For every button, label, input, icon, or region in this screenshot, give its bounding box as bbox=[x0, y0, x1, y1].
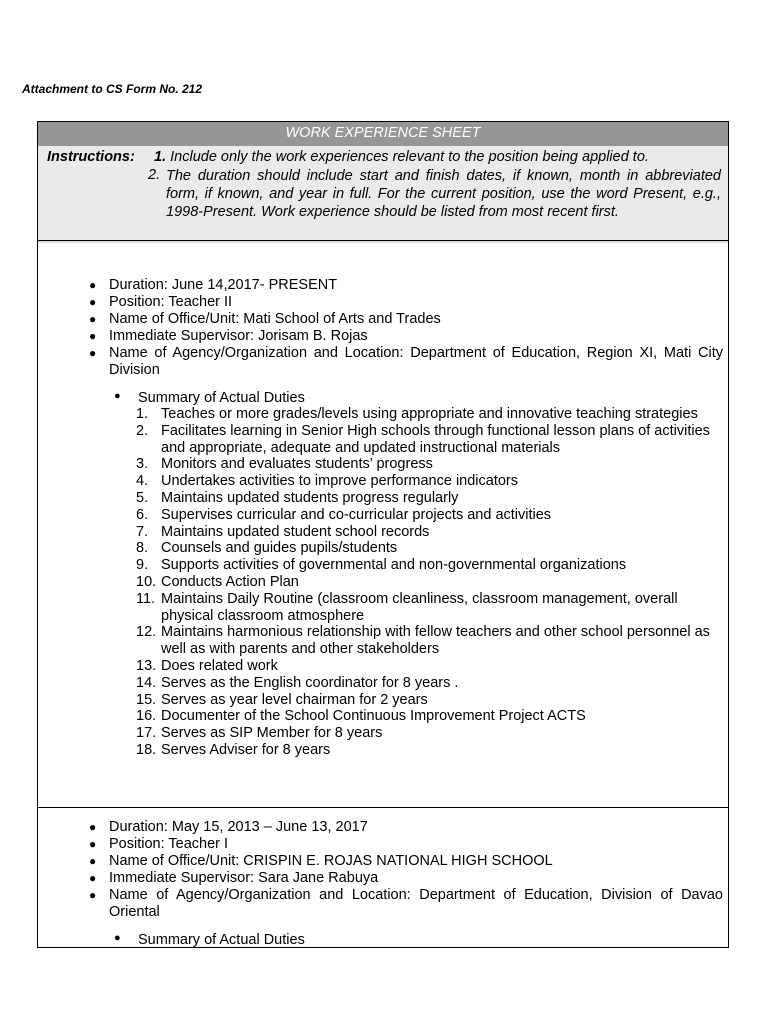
duty-item: 1. Teaches or more grades/levels using appropriate and innovative teaching strategies bbox=[136, 406, 698, 422]
entry-2-summary-label: Summary of Actual Duties bbox=[138, 932, 305, 948]
duty-item: 8. Counsels and guides pupils/students bbox=[136, 540, 398, 557]
instruction-1-text: Include only the work experiences relevant to the position being applied to. bbox=[170, 149, 649, 165]
instruction-2-number: 2. bbox=[148, 167, 161, 183]
instruction-1-number: 1. bbox=[154, 149, 167, 165]
duty-item: 3. Monitors and evaluates students’ progress bbox=[136, 456, 433, 473]
entry-divider bbox=[38, 807, 728, 808]
duty-item: 18. Serves Adviser for 8 years bbox=[136, 741, 331, 758]
instructions-box bbox=[38, 146, 728, 241]
duty-item: 6. Supervises curricular and co-curricular projects and activities bbox=[136, 506, 552, 523]
instruction-1 bbox=[154, 149, 649, 165]
duty-item: 15. Serves as year level chairman for 2 years bbox=[136, 691, 428, 708]
entry-1-supervisor: Immediate Supervisor: Jorisam B. Rojas bbox=[109, 328, 368, 344]
entry-2-duration: Duration: May 15, 2013 – June 13, 2017 bbox=[109, 819, 368, 835]
duty-item: 16. Documenter of the School Continuous Improvement Project ACTS bbox=[136, 708, 586, 725]
entry-1-summary-label: Summary of Actual Duties bbox=[138, 390, 305, 406]
duty-item: 14. Serves as the English coordinator for 8 years . bbox=[136, 674, 459, 691]
duty-item: 2. Facilitates learning in Senior High schools through functional lesson plans of activities and appropriate, adequate and updated instructional materials bbox=[136, 422, 710, 456]
entry-2-office: Name of Office/Unit: CRISPIN E. ROJAS NATIONAL HIGH SCHOOL bbox=[109, 853, 553, 869]
entry-2-position: Position: Teacher I bbox=[109, 836, 229, 852]
duty-item: 7. Maintains updated student school records bbox=[136, 523, 430, 540]
entry-1-position: Position: Teacher II bbox=[109, 294, 233, 310]
entry-2-agency: Name of Agency/Organization and Location: Department of Education, Division of Davao Oriental bbox=[109, 887, 723, 920]
sheet-title: WORK EXPERIENCE SHEET bbox=[38, 122, 728, 147]
entry-2-supervisor: Immediate Supervisor: Sara Jane Rabuya bbox=[109, 870, 379, 886]
duty-item: 5. Maintains updated students progress regularly bbox=[136, 489, 459, 506]
attachment-label: Attachment to CS Form No. 212 bbox=[22, 82, 203, 96]
duty-item: 10. Conducts Action Plan bbox=[136, 573, 299, 590]
instructions-divider-shadow bbox=[38, 241, 728, 244]
entry-1-office: Name of Office/Unit: Mati School of Arts and Trades bbox=[109, 311, 441, 327]
duty-item: 13. Does related work bbox=[136, 657, 278, 674]
duty-item: 12. Maintains harmonious relationship with fellow teachers and other school personnel as well as with parents and other stakeholders bbox=[136, 624, 710, 658]
instruction-2-text: The duration should include start and finish dates, if known, month in abbreviated form, if known, and year in full. For the current position, use the word Present, e.g., 1998-Present. Work experience should be listed from most recent first. bbox=[166, 168, 721, 221]
duty-item: 4. Undertakes activities to improve performance indicators bbox=[136, 473, 519, 490]
entry-1-duration: Duration: June 14,2017- PRESENT bbox=[109, 277, 338, 293]
work-experience-sheet: WORK EXPERIENCE SHEET Instructions: 1. Include only the work experiences relevant to the position being applied to. 2. The duration should include start and finish dates, if known, month in abbreviated form, if known, and year in full. For the current position, use the word Present, e.g., 1998-Present. Work experience should be listed from most recent first. ● Duration: June 14,2017- PRESENT ● Position: Teacher II ● Name of Office/Unit: Mati School of Arts and Trades ● Immediate Supervisor: Jorisam B. Rojas ● Name of Agency/Organization and Location: Department of Education, Region XI, Mati City Division ● Summary of Actual Duties 1. Teaches or more grades/levels using appropriate and innovative teaching strategies 2. Facilitates learning in Senior High schools through functional lesson plans of activities and appropriate, adequate and updated instructional materials 3. Monitors and evaluates students’ progress 4. Undertakes activities to improve performance indicators 5. Maintains updated students progress regularly 6. Supervises curricular and co-curricular projects and activities 7. Maintains updated student school records 8. Counsels and guides pupils/students 9. Supports activities of governmental and non-governmental organizations 10. Conducts Action Plan 11. Maintains Daily Routine (classroom cleanliness, classroom management, overall physical classroom atmosphere 12. Maintains harmonious relationship with fellow teachers and other school personnel as well as with parents and other stakeholders 13. Does related work 14. Serves as the English coordinator for 8 years . 15. Serves as year level chairman for 2 years 16. Documenter of the School Continuous Improvement Project ACTS 17. Serves as SIP Member for 8 years 18. Serves Adviser for 8 years ● Duration: May 15, 2013 – June 13, 2017 ● Position: Teacher I ● Name of Office/Unit: CRISPIN E. ROJAS NATIONAL HIGH SCHOOL ● Immediate Supervisor: Sara Jane Rabuya ● Name of Agency/Organization and Location: Department of Education, Division of Davao Oriental ● Summary of Actual Duties bbox=[37, 121, 729, 948]
entry-1-duties-list bbox=[136, 406, 716, 759]
duty-item: 17. Serves as SIP Member for 8 years bbox=[136, 725, 383, 742]
entry-1-agency: Name of Agency/Organization and Location: Department of Education, Region XI, Mati City Division bbox=[109, 345, 723, 378]
instructions-label: Instructions: bbox=[47, 149, 135, 165]
duty-item: 11. Maintains Daily Routine (classroom cleanliness, classroom management, overall physical classroom atmosphere bbox=[136, 590, 678, 624]
duty-item: 9. Supports activities of governmental and non-governmental organizations bbox=[136, 557, 627, 574]
